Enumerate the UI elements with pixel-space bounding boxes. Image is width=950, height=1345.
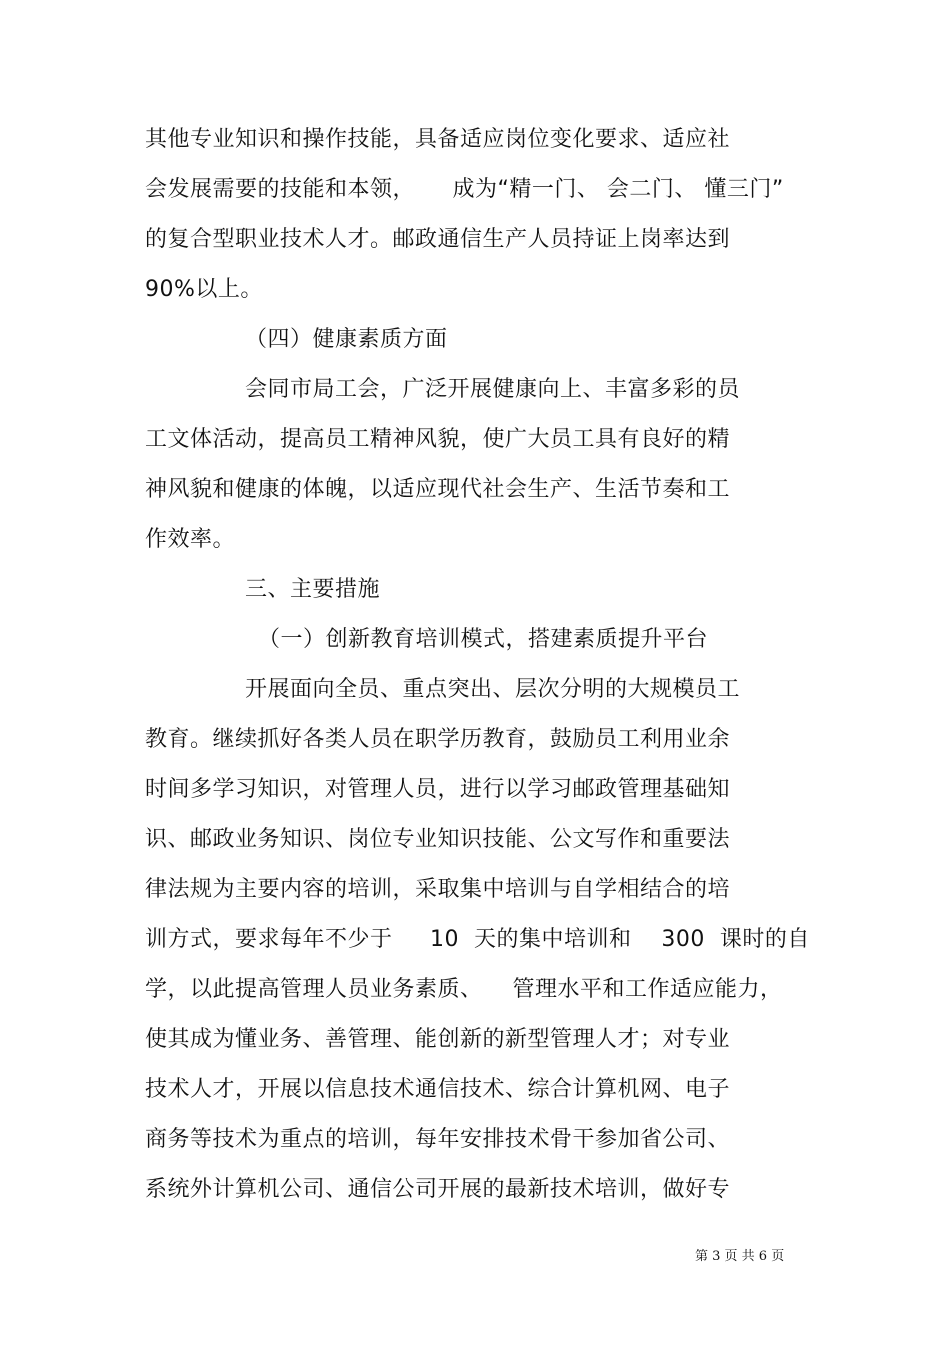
body-text-line: 识、邮政业务知识、岗位专业知识技能、公文写作和重要法 bbox=[145, 827, 731, 852]
body-text-line: 使其成为懂业务、善管理、能创新的新型管理人才；对专业 bbox=[145, 1027, 731, 1052]
body-text-line: 训方式，要求每年不少于 10 天的集中培训和 300 课时的自 bbox=[145, 927, 810, 952]
body-text-line: 作效率。 bbox=[145, 527, 236, 552]
body-text-line: 会同市局工会，广泛开展健康向上、丰富多彩的员 bbox=[245, 377, 741, 402]
body-text-line: 技术人才，开展以信息技术通信技术、综合计算机网、电子 bbox=[145, 1077, 731, 1102]
section-heading: 三、主要措施 bbox=[245, 577, 381, 602]
section-heading: （四）健康素质方面 bbox=[245, 327, 448, 352]
body-text-line: 律法规为主要内容的培训，采取集中培训与自学相结合的培 bbox=[145, 877, 731, 902]
body-text-line: 学，以此提高管理人员业务素质、 管理水平和工作适应能力， bbox=[145, 977, 783, 1002]
body-text-line: 商务等技术为重点的培训，每年安排技术骨干参加省公司、 bbox=[145, 1127, 731, 1152]
body-text-line: 90%以上。 bbox=[145, 277, 263, 302]
body-text-line: 教育。继续抓好各类人员在职学历教育，鼓励员工利用业余 bbox=[145, 727, 731, 752]
body-text-line: 的复合型职业技术人才。邮政通信生产人员持证上岗率达到 bbox=[145, 227, 731, 252]
body-text-line: 时间多学习知识，对管理人员，进行以学习邮政管理基础知 bbox=[145, 777, 731, 802]
body-text-line: 开展面向全员、重点突出、层次分明的大规模员工 bbox=[245, 677, 741, 702]
body-text-line: 会发展需要的技能和本领， 成为“精一门、 会二门、 懂三门” bbox=[145, 177, 784, 202]
body-text-line: 其他专业知识和操作技能，具备适应岗位变化要求、适应社 bbox=[145, 127, 731, 152]
body-text-line: 系统外计算机公司、通信公司开展的最新技术培训，做好专 bbox=[145, 1177, 731, 1202]
page-number-footer: 第 3 页 共 6 页 bbox=[695, 1249, 785, 1264]
subsection-heading: （一）创新教育培训模式，搭建素质提升平台 bbox=[258, 627, 709, 652]
body-text-line: 神风貌和健康的体魄，以适应现代社会生产、生活节奏和工 bbox=[145, 477, 731, 502]
body-text-line: 工文体活动，提高员工精神风貌，使广大员工具有良好的精 bbox=[145, 427, 731, 452]
